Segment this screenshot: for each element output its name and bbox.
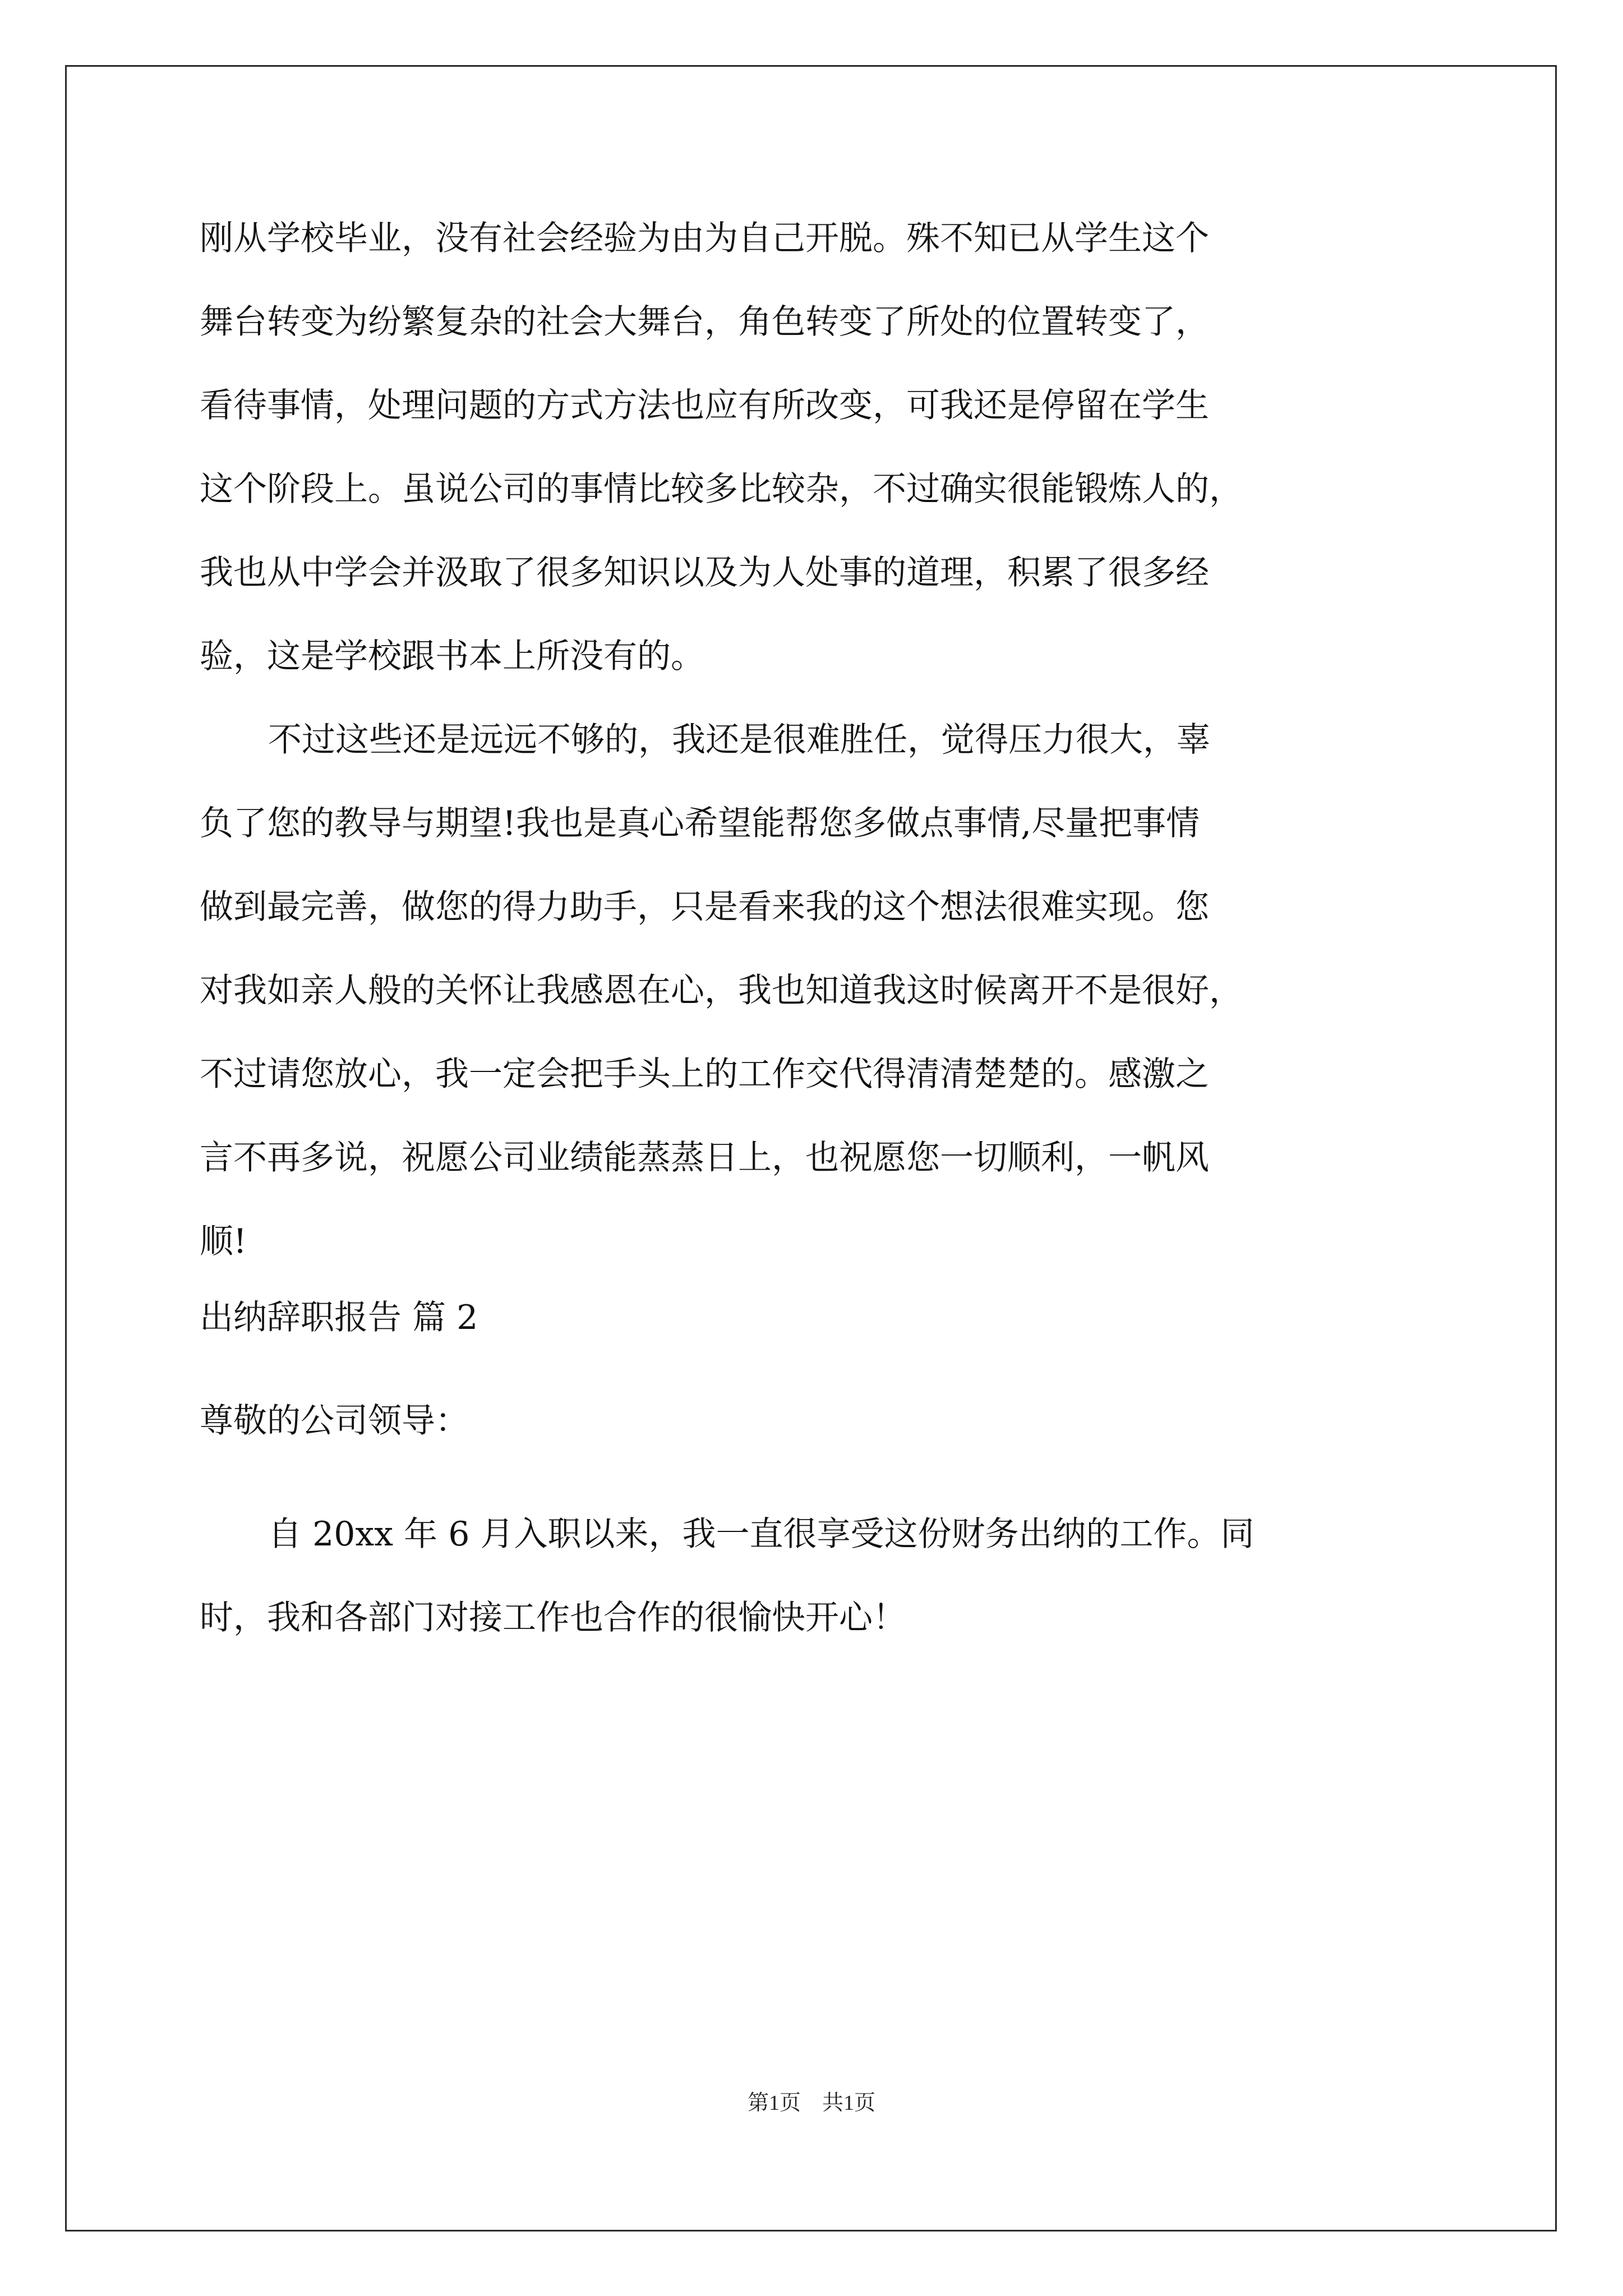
text-line: 顺! — [200, 1222, 247, 1261]
text-line: 负了您的教导与期望!我也是真心希望能帮您多做点事情,尽量把事情 — [200, 804, 1200, 843]
text-line: 时，我和各部门对接工作也合作的很愉快开心！ — [200, 1598, 906, 1637]
text-line: 不过这些还是远远不够的，我还是很难胜任，觉得压力很大，辜 — [268, 720, 1210, 760]
text-line: 这个阶段上。虽说公司的事情比较多比较杂，不过确实很能锻炼人的， — [200, 470, 1243, 509]
paragraph-closing — [200, 720, 1422, 1261]
text-line: 做到最完善，做您的得力助手，只是看来我的这个想法很难实现。您 — [200, 887, 1209, 927]
text-line: 看待事情，处理问题的方式方法也应有所改变，可我还是停留在学生 — [200, 386, 1209, 425]
section-heading: 出纳辞职报告 篇 2 — [200, 1298, 478, 1337]
text-line: 验，这是学校跟书本上所没有的。 — [200, 637, 704, 676]
document-body — [200, 219, 1422, 1685]
text-line: 言不再多说，祝愿公司业绩能蒸蒸日上，也祝愿您一切顺利，一帆风 — [200, 1138, 1209, 1177]
text-line: 我也从中学会并汲取了很多知识以及为人处事的道理，积累了很多经 — [200, 553, 1209, 592]
text-line: 刚从学校毕业，没有社会经验为由为自己开脱。殊不知已从学生这个 — [200, 219, 1209, 258]
page-number-footer: 第1页 共1页 — [747, 2091, 875, 2115]
text-line: 舞台转变为纷繁复杂的社会大舞台，角色转变了所处的位置转变了， — [200, 302, 1209, 342]
text-line: 对我如亲人般的关怀让我感恩在心，我也知道我这时候离开不是很好， — [200, 971, 1243, 1010]
text-line: 不过请您放心，我一定会把手头上的工作交代得清清楚楚的。感激之 — [200, 1055, 1209, 1094]
text-line: 自 20xx 年 6 月入职以来，我一直很享受这份财务出纳的工作。同 — [268, 1515, 1255, 1554]
salutation: 尊敬的公司领导： — [200, 1401, 469, 1441]
paragraph-continuation — [200, 219, 1422, 676]
paragraph-opening — [200, 1517, 1422, 1635]
